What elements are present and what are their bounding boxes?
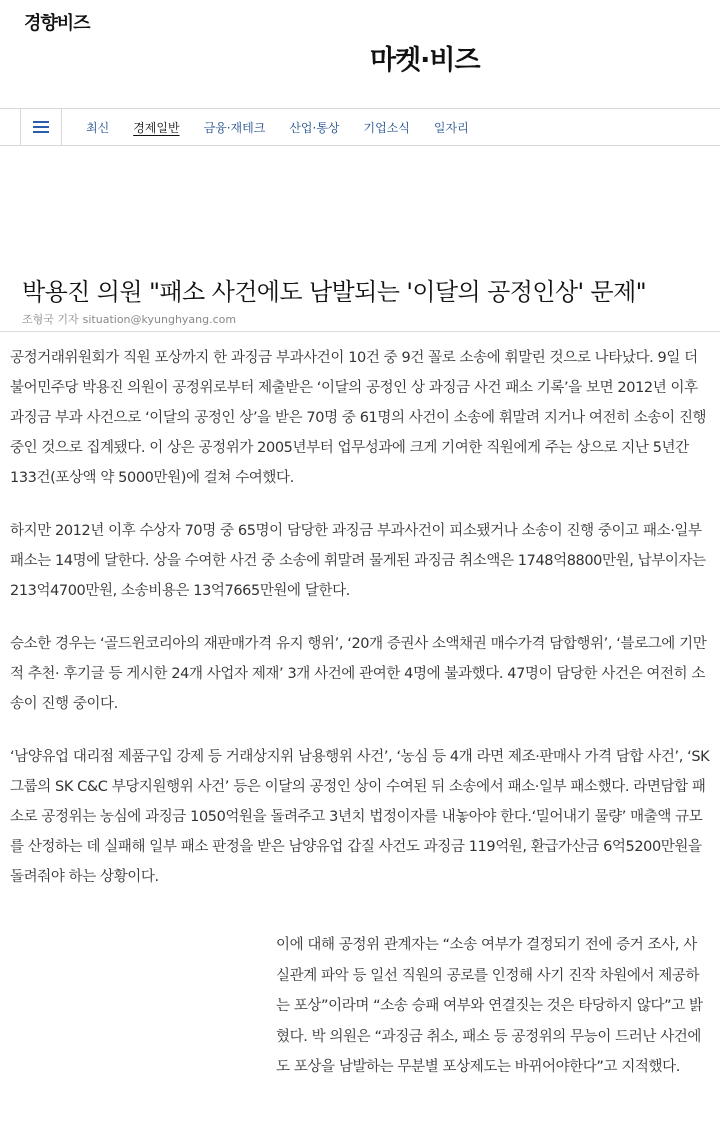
menu-button[interactable] [20,109,62,145]
article-body [10,343,710,915]
article-paragraph: ‘남양유업 대리점 제품구입 강제 등 거래상지위 남용행위 사건’, ‘농심 등 4개 라면 제조·판매사 가격 담합 사건’, ‘SK그룹의 SK C&C 부당지원행위 사건’ 등은 이달의 공정인 상이 수여된 뒤 소송에서 패소·일부 패소했다. 라면담합 패소로 공정위는 농심에 과징금 1050억원을 돌려주고 3년치 법정이자를 내놓아야 한다.‘밀어내기 물량’ 매출액 규모를 산정하는 데 실패해 일부 패소 판정을 받은 남양유업 갑질 사건도 과징금 119억원, 환급가산금 6억5200만원을 돌려줘야 하는 상황이다. [10,749,710,885]
site-logo[interactable]: 경향비즈 [24,13,90,34]
category-nav [0,108,720,146]
section-title[interactable]: 마켓·비즈 [370,45,480,76]
author-email[interactable]: situation@kyunghyang.com [82,313,237,326]
nav-item-latest[interactable]: 최신 [86,120,110,135]
article-paragraph: 하지만 2012년 이후 수상자 70명 중 65명이 담당한 과징금 부과사건이 피소됐거나 소송이 진행 중이고 패소·일부 패소는 14명에 달한다. 상을 수여한 사건 중 소송에 휘말려 물게된 과징금 취소액은 1748억8800만원, 납부이자는 213억4700만원, 소송비용은 13억7665만원에 달한다. [10,523,706,599]
article-paragraph: 이에 대해 공정위 관계자는 “소송 여부가 결정되기 전에 증거 조사, 사실관계 파악 등 일선 직원의 공로를 인정해 사기 진작 차원에서 제공하는 포상”이라며 “소송 승패 여부와 연결짓는 것은 타당하지 않다”고 밝혔다. 박 의원은 “과징금 취소, 패소 등 공정위의 무능이 드러난 사건에도 포상을 남발하는 무분별 포상제도는 바뀌어야한다”고 지적했다. [276,937,703,1075]
article-quote-block [276,930,708,1083]
article-headline: 박용진 의원 "패소 사건에도 남발되는 '이달의 공정인상' 문제" [22,278,647,306]
author-name: 조형국 기자 [22,313,79,326]
hamburger-menu-icon [33,121,49,133]
nav-item-company-news[interactable]: 기업소식 [363,120,410,135]
divider [0,331,720,332]
nav-item-economy-general[interactable]: 경제일반 [133,120,180,135]
nav-items [86,109,493,145]
byline [22,311,236,327]
site-header [0,0,720,108]
nav-item-industry-trade[interactable]: 산업·통상 [289,120,340,135]
nav-item-finance[interactable]: 금융·재테크 [203,120,266,135]
nav-item-jobs[interactable]: 일자리 [433,120,469,135]
article-paragraph: 승소한 경우는 ‘골드윈코리아의 재판매가격 유지 행위’, ‘20개 증권사 소액채권 매수가격 담합행위’, ‘블로그에 기만적 추천· 후기글 등 게시한 24개 사업자 제재’ 3개 사건에 관여한 4명에 불과했다. 47명이 담당한 사건은 여전히 소송이 진행 중이다. [10,636,707,712]
article-paragraph: 공정거래위원회가 직원 포상까지 한 과징금 부과사건이 10건 중 9건 꼴로 소송에 휘말린 것으로 나타났다. 9일 더불어민주당 박용진 의원이 공정위로부터 제출받은 ‘이달의 공정인 상 과징금 사건 패소 기록’을 보면 2012년 이후 과징금 부과 사건으로 ‘이달의 공정인 상’을 받은 70명 중 61명의 사건이 소송에 휘말려 지거나 여전히 소송이 진행 중인 것으로 집계됐다. 이 상은 공정위가 2005년부터 업무성과에 크게 기여한 직원에게 주는 상으로 지난 5년간 133건(포상액 약 5000만원)에 걸쳐 수여했다. [10,350,707,486]
